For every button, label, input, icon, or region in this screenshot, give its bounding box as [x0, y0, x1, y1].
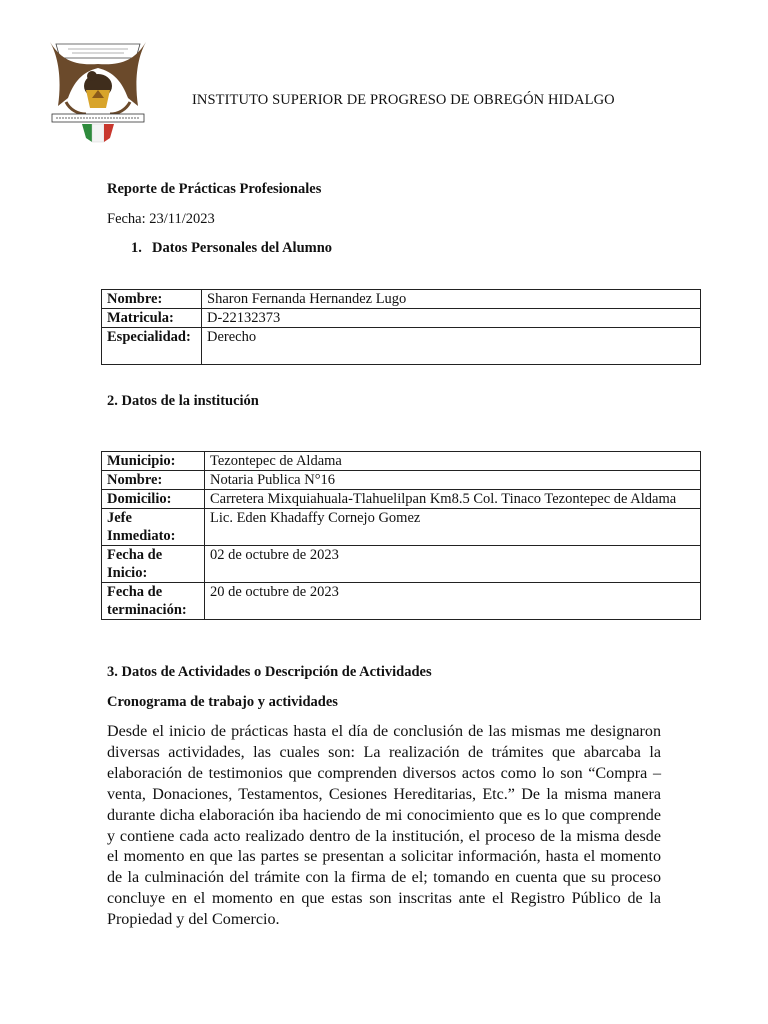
row-value: Derecho: [202, 328, 701, 365]
table-row: [102, 309, 701, 328]
table-row: [102, 290, 701, 309]
row-label: Domicilio:: [102, 490, 205, 509]
row-value: Carretera Mixquiahuala-Tlahuelilpan Km8.5 Col. Tinaco Tezontepec de Aldama: [205, 490, 701, 509]
institution-data-table: [101, 451, 701, 620]
row-value: Tezontepec de Aldama: [205, 452, 701, 471]
table-row: [102, 471, 701, 490]
row-value: D-22132373: [202, 309, 701, 328]
row-label: Fecha de Inicio:: [102, 546, 205, 583]
student-data-table: [101, 289, 701, 365]
institute-name: INSTITUTO SUPERIOR DE PROGRESO DE OBREGÓN HIDALGO: [192, 92, 615, 108]
table-row: [102, 509, 701, 546]
report-title: Reporte de Prácticas Profesionales: [107, 181, 322, 197]
section3-heading: 3. Datos de Actividades o Descripción de Actividades: [107, 664, 432, 680]
institute-crest-icon: [48, 38, 148, 144]
row-value: 20 de octubre de 2023: [205, 583, 701, 620]
section3-subheading: Cronograma de trabajo y actividades: [107, 694, 338, 710]
table-row: [102, 583, 701, 620]
row-label: Matricula:: [102, 309, 202, 328]
row-label: Municipio:: [102, 452, 205, 471]
section1-heading: Datos Personales del Alumno: [152, 240, 333, 256]
section2-heading: 2. Datos de la institución: [107, 393, 259, 409]
section1-number: 1.: [131, 240, 142, 256]
row-label: Nombre:: [102, 290, 202, 309]
row-value: Notaria Publica N°16: [205, 471, 701, 490]
row-label: Especialidad:: [102, 328, 202, 365]
table-row: [102, 328, 701, 365]
table-row: [102, 452, 701, 471]
table-row: [102, 546, 701, 583]
row-label: Fecha de terminación:: [102, 583, 205, 620]
row-label: Nombre:: [102, 471, 205, 490]
row-label: Jefe Inmediato:: [102, 509, 205, 546]
table-row: [102, 490, 701, 509]
row-value: Lic. Eden Khadaffy Cornejo Gomez: [205, 509, 701, 546]
activities-paragraph: Desde el inicio de prácticas hasta el día de conclusión de las mismas me designaron diversas actividades, las cuales son: La realización de trámites que abarcaba la elaboración de testimonios que comprenden diversos actos como lo son “Compra – venta, Donaciones, Testamentos, Cesiones Hereditarias, Etc.” De la misma manera durante dicha elaboración iba haciendo de mi conocimiento que es lo que comprende y contiene cada acto realizado dentro de la institución, el proceso de la misma desde el momento en que las partes se presentan a solicitar información, hasta el momento de la culminación del trámite con la firma de el; tomando en cuenta que su proceso concluye en el momento en que estas son inscritas ante el Registro Público de la Propiedad y del Comercio.: [107, 723, 661, 929]
report-date: Fecha: 23/11/2023: [107, 211, 215, 227]
row-value: Sharon Fernanda Hernandez Lugo: [202, 290, 701, 309]
row-value: 02 de octubre de 2023: [205, 546, 701, 583]
